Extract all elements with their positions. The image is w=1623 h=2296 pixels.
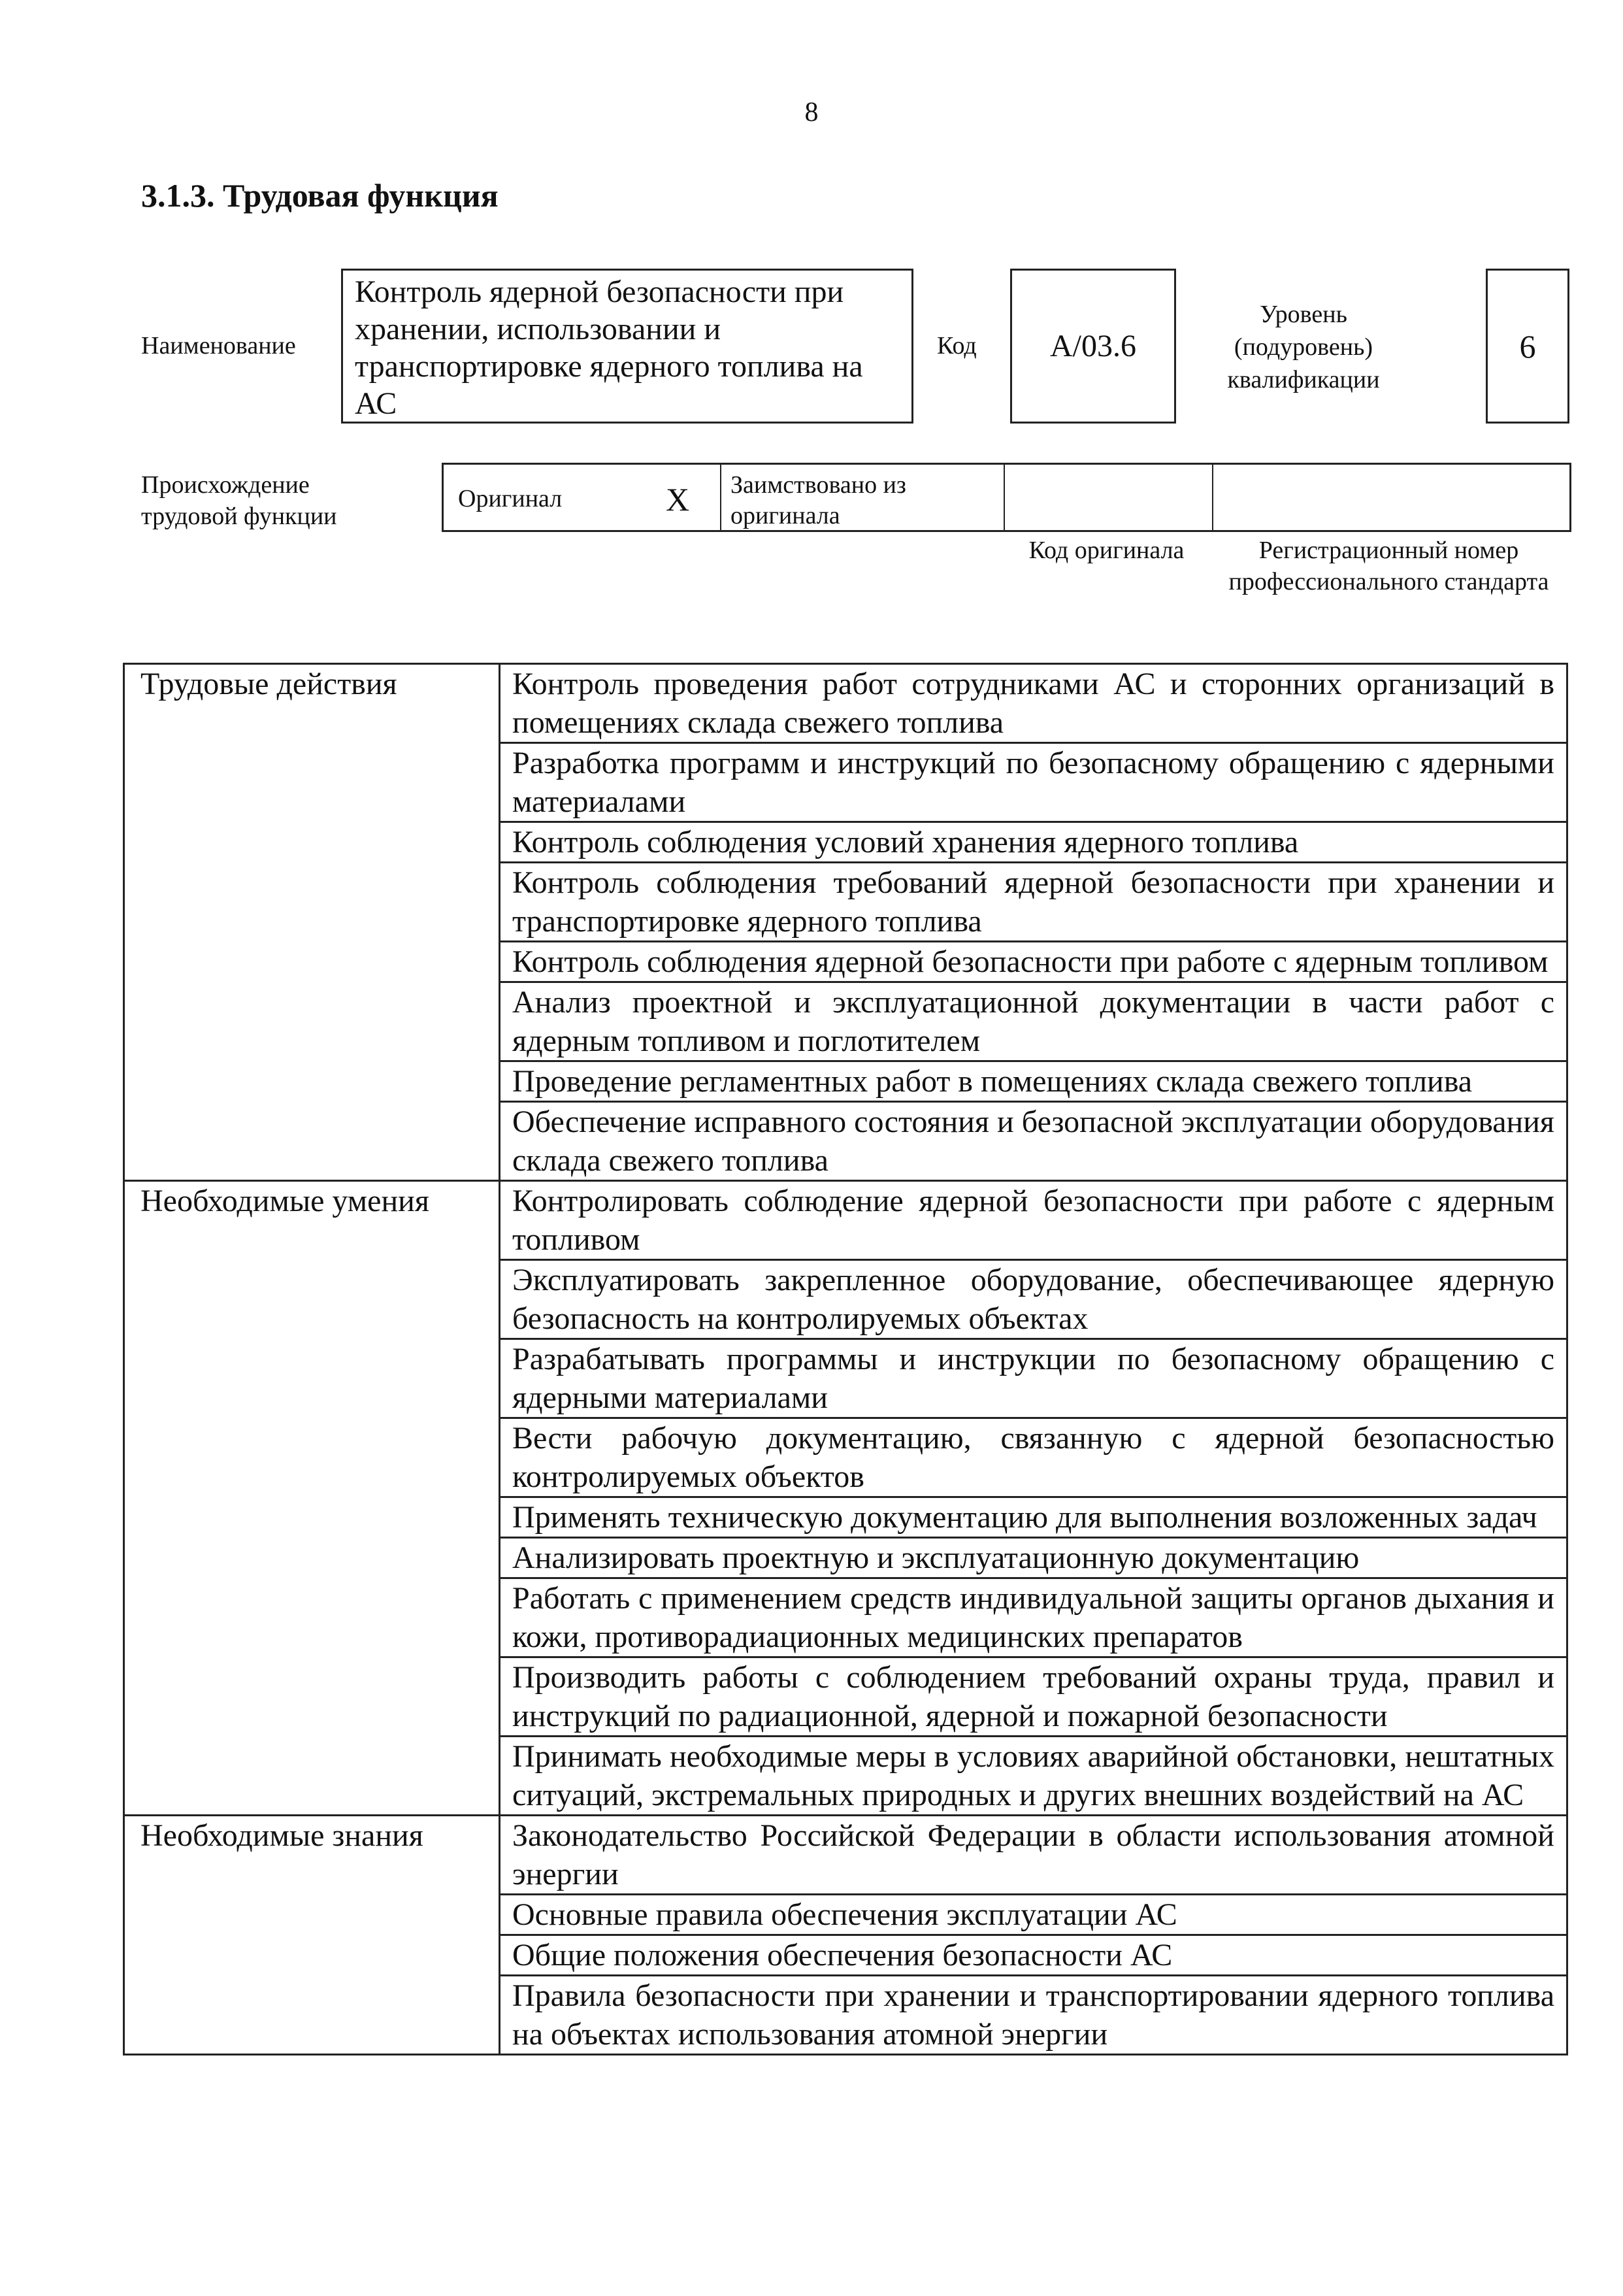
origin-label: Происхождение трудовой функции (141, 471, 337, 530)
item-cell: Контроль соблюдения ядерной безопасности при работе с ядерным топливом (500, 942, 1567, 982)
item-cell: Принимать необходимые меры в условиях аварийной обстановки, нештатных ситуаций, экстремальных природных и других внешних воздействий на АС (500, 1737, 1567, 1816)
code-box: А/03.6 (1010, 269, 1176, 424)
registration-number-cell (1213, 465, 1569, 530)
item-cell: Вести рабочую документацию, связанную с ядерной безопасностью контролируемых объектов (500, 1418, 1567, 1497)
original-code-cell (1005, 465, 1213, 530)
function-name-box: Контроль ядерной безопасности при хранении, использовании и транспортировке ядерного топлива на АС (341, 269, 913, 424)
qualification-level-box: 6 (1486, 269, 1569, 424)
item-cell: Общие положения обеспечения безопасности АС (500, 1935, 1567, 1976)
item-cell: Разрабатывать программы и инструкции по безопасному обращению с ядерными материалами (500, 1339, 1567, 1418)
table-row (124, 1181, 1567, 1260)
item-cell: Анализировать проектную и эксплуатационную документацию (500, 1538, 1567, 1578)
page-number: 8 (804, 97, 819, 127)
origin-original-cell (444, 465, 721, 530)
item-cell: Производить работы с соблюдением требований охраны труда, правил и инструкций по радиационной, ядерной и пожарной безопасности (500, 1657, 1567, 1737)
item-cell: Анализ проектной и эксплуатационной документации в части работ с ядерным топливом и поглотителем (500, 982, 1567, 1061)
original-mark: X (666, 481, 690, 518)
item-cell: Применять техническую документацию для выполнения возложенных задач (500, 1497, 1567, 1538)
category-cell: Необходимые умения (124, 1181, 500, 1816)
item-cell: Эксплуатировать закрепленное оборудование, обеспечивающее ядерную безопасность на контролируемых объектах (500, 1260, 1567, 1339)
item-cell: Контроль соблюдения условий хранения ядерного топлива (500, 822, 1567, 863)
item-cell: Разработка программ и инструкций по безопасному обращению с ядерными материалами (500, 743, 1567, 822)
labor-function-table (123, 663, 1568, 2055)
qualification-level-label: Уровень (подуровень) квалификации (1227, 301, 1380, 393)
item-cell: Правила безопасности при хранении и транспортировании ядерного топлива на объектах использования атомной энергии (500, 1976, 1567, 2055)
item-cell: Работать с применением средств индивидуальной защиты органов дыхания и кожи, противорадиационных медицинских препаратов (500, 1578, 1567, 1657)
item-cell: Контроль проведения работ сотрудниками АС и сторонних организаций в помещениях склада свежего топлива (500, 664, 1567, 743)
item-cell: Контролировать соблюдение ядерной безопасности при работе с ядерным топливом (500, 1181, 1567, 1260)
original-code-caption: Код оригинала (1028, 537, 1185, 564)
item-cell: Контроль соблюдения требований ядерной безопасности при хранении и транспортировке ядерного топлива (500, 863, 1567, 942)
name-label: Наименование (141, 332, 296, 359)
original-label: Оригинал (458, 485, 563, 512)
item-cell: Основные правила обеспечения эксплуатации АС (500, 1895, 1567, 1935)
category-cell: Трудовые действия (124, 664, 500, 1181)
section-title: 3.1.3. Трудовая функция (141, 177, 499, 214)
item-cell: Проведение регламентных работ в помещениях склада свежего топлива (500, 1061, 1567, 1102)
item-cell: Законодательство Российской Федерации в области использования атомной энергии (500, 1816, 1567, 1895)
borrowed-cell: Заимствовано из оригинала (721, 465, 1005, 530)
code-label: Код (937, 332, 977, 359)
category-cell: Необходимые знания (124, 1816, 500, 2055)
origin-table (442, 463, 1571, 532)
item-cell: Обеспечение исправного состояния и безопасной эксплуатации оборудования склада свежего топлива (500, 1102, 1567, 1181)
registration-number-caption: Регистрационный номер профессионального стандарта (1228, 537, 1549, 595)
table-row (124, 1816, 1567, 1895)
table-row (124, 664, 1567, 743)
